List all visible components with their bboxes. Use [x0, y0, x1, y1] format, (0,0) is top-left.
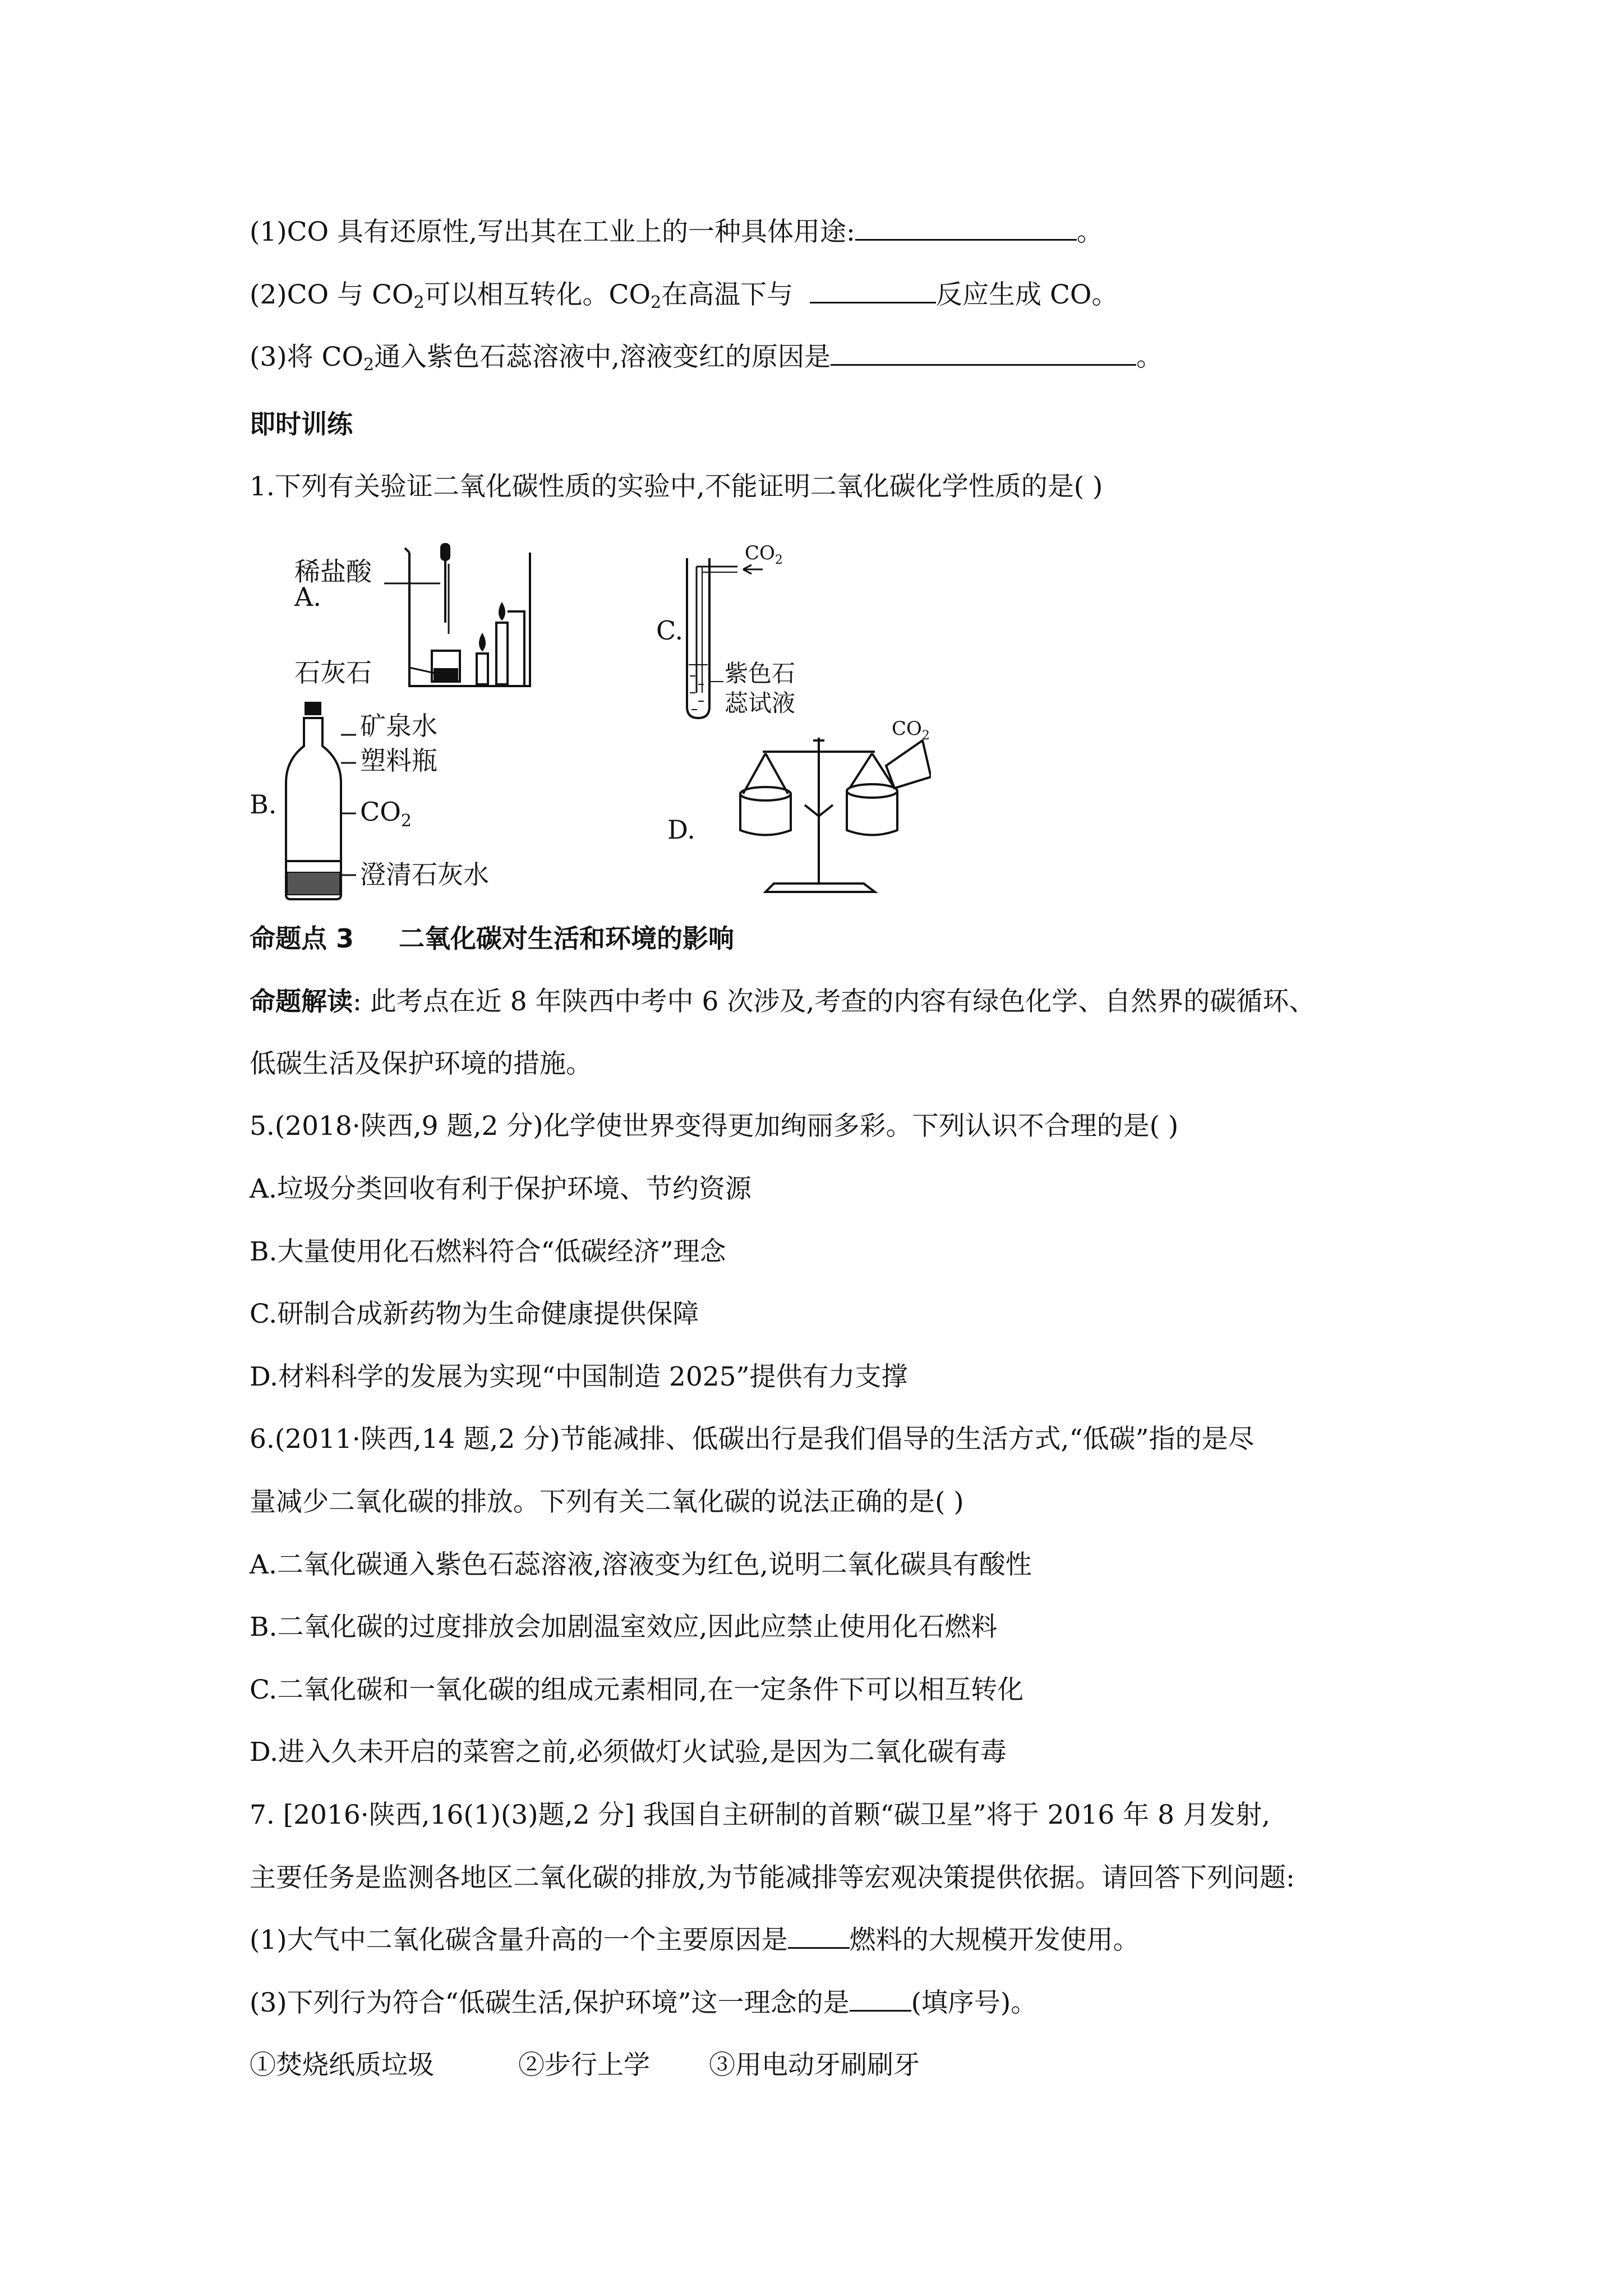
label-b-co2: $CO_2$	[360, 797, 412, 831]
co-part-3-text-a: (3)将 CO	[250, 342, 364, 372]
q7-part-1	[250, 1924, 1140, 1957]
section-3-intro-2: 低碳生活及保护环境的措施。	[250, 1048, 592, 1079]
period: 。	[1136, 342, 1163, 372]
intro-text-1: : 此考点在近 8 年陕西中考中 6 次涉及,考查的内容有绿色化学、自然界的碳循环、	[353, 986, 1316, 1017]
question-7-line-2: 主要任务是监测各地区二氧化碳的排放,为节能减排等宏观决策提供依据。请回答下列问题:	[250, 1862, 1295, 1893]
label-bottle-1: 矿泉水	[360, 711, 437, 741]
co-part-2	[250, 278, 1118, 312]
question-1: 1.下列有关验证二氧化碳性质的实验中,不能证明二氧化碳化学性质的是( )	[250, 471, 1103, 502]
label-litmus-1: 紫色石	[725, 660, 796, 687]
co-part-2-text-b: 可以相互转化。CO	[424, 279, 651, 310]
experiment-figure	[241, 524, 931, 903]
section-3-number: 命题点 3	[250, 923, 354, 954]
co-part-3	[250, 341, 1163, 374]
q6-option-a[interactable]: A.二氧化碳通入紫色石蕊溶液,溶液变为红色,说明二氧化碳具有酸性	[250, 1549, 1032, 1580]
label-bottle-2: 塑料瓶	[360, 746, 437, 776]
experiment-d	[740, 738, 931, 892]
answer-blank[interactable]	[810, 278, 936, 303]
period: 。	[1076, 217, 1103, 247]
section-3-title: 二氧化碳对生活和环境的影响	[399, 923, 735, 954]
answer-blank[interactable]	[831, 341, 1136, 366]
experiment-a	[384, 544, 530, 686]
q7-option-2[interactable]: ②步行上学	[518, 2050, 650, 2081]
co-part-3-text-b: 通入紫色石蕊溶液中,溶液变红的原因是	[374, 342, 831, 372]
label-d-co2: $CO_2$	[892, 717, 930, 743]
q7-part-3-text-a: (3)下列行为符合“低碳生活,保护环境”这一理念的是	[250, 1987, 850, 2018]
label-acid: 稀盐酸	[294, 556, 372, 587]
q7-option-1[interactable]: ①焚烧纸质垃圾	[250, 2050, 434, 2081]
experiment-b	[286, 703, 356, 899]
question-6-line-1: 6.(2011·陕西,14 题,2 分)节能减排、低碳出行是我们倡导的生活方式,“低碳”指的是尽	[250, 1424, 1255, 1455]
q5-option-d[interactable]: D.材料科学的发展为实现“中国制造 2025”提供有力支撑	[250, 1361, 908, 1392]
q7-part-1-text-b: 燃料的大规模开发使用。	[849, 1925, 1140, 1955]
q7-part-3	[250, 1986, 1037, 2020]
practice-heading: 即时训练	[250, 409, 353, 439]
label-stone: 石灰石	[294, 657, 372, 688]
answer-blank[interactable]	[788, 1924, 850, 1949]
q5-option-c[interactable]: C.研制合成新药物为生命健康提供保障	[250, 1299, 699, 1329]
label-c-co2: $CO_2$	[745, 542, 783, 567]
q7-part-3-text-b: (填序号)。	[911, 1987, 1038, 2018]
q7-options	[250, 2049, 920, 2082]
label-c: C.	[656, 615, 684, 646]
question-6-line-2: 量减少二氧化碳的排放。下列有关二氧化碳的说法正确的是( )	[250, 1487, 964, 1517]
section-3-heading	[250, 922, 734, 955]
q5-option-b[interactable]: B.大量使用化石燃料符合“低碳经济”理念	[250, 1236, 726, 1267]
q6-option-d[interactable]: D.进入久未开启的菜窖之前,必须做灯火试验,是因为二氧化碳有毒	[250, 1737, 1007, 1768]
answer-blank[interactable]	[855, 215, 1077, 241]
co-part-1-text: (1)CO 具有还原性,写出其在工业上的一种具体用途:	[250, 217, 855, 247]
label-b: B.	[250, 789, 277, 820]
answer-blank[interactable]	[850, 1986, 911, 2012]
question-5: 5.(2018·陕西,9 题,2 分)化学使世界变得更加绚丽多彩。下列认识不合理的是( )	[250, 1111, 1179, 1142]
label-litmus-2: 蕊试液	[725, 689, 796, 717]
label-a: A.	[294, 582, 321, 612]
question-7-line-1: 7. [2016·陕西,16(1)(3)题,2 分] 我国自主研制的首颗“碳卫星”将于 2016 年 8 月发射,	[250, 1800, 1270, 1830]
section-3-intro	[250, 984, 1315, 1019]
subscript: 2	[363, 355, 375, 375]
q7-option-3[interactable]: ③用电动牙刷刷牙	[709, 2050, 920, 2081]
intro-label: 命题解读	[250, 986, 353, 1016]
q6-option-c[interactable]: C.二氧化碳和一氧化碳的组成元素相同,在一定条件下可以相互转化	[250, 1674, 1024, 1705]
q6-option-b[interactable]: B.二氧化碳的过度排放会加剧温室效应,因此应禁止使用化石燃料	[250, 1612, 998, 1642]
label-limewater: 澄清石灰水	[360, 859, 489, 890]
label-d: D.	[667, 815, 695, 845]
co-part-2-text-d: 反应生成 CO。	[936, 279, 1118, 310]
co-part-2-text-a: (2)CO 与 CO	[250, 279, 414, 310]
q7-part-1-text-a: (1)大气中二氧化碳含量升高的一个主要原因是	[250, 1925, 788, 1955]
subscript: 2	[413, 293, 425, 312]
q5-option-a[interactable]: A.垃圾分类回收有利于保护环境、节约资源	[250, 1174, 751, 1204]
subscript: 2	[651, 293, 662, 312]
co-part-2-text-c: 在高温下与	[661, 279, 794, 310]
co-part-1	[250, 215, 1103, 249]
